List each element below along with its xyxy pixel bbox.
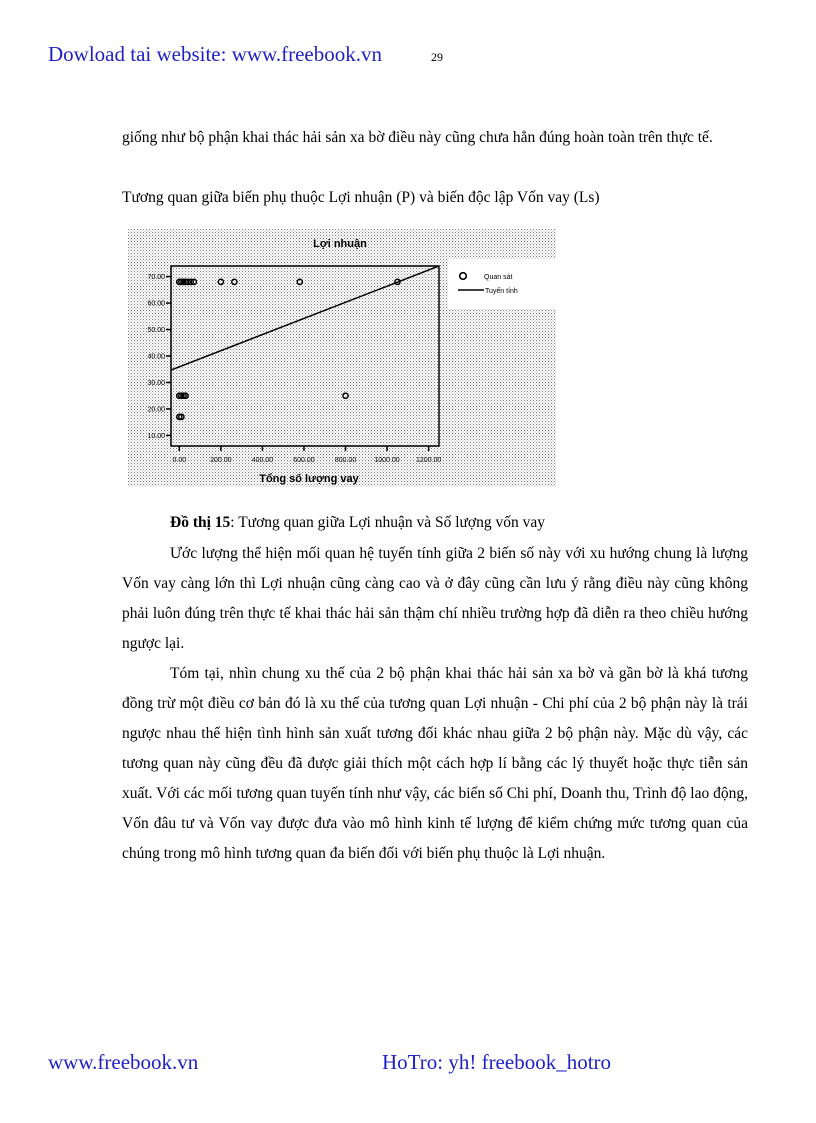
figure-caption xyxy=(170,514,545,532)
x-tick-label: 800.00 xyxy=(334,457,357,464)
y-tick-label: 30.00 xyxy=(147,379,165,387)
x-tick-label: 1200.00 xyxy=(415,457,442,464)
paragraph-2: Tương quan giữa biến phụ thuộc Lợi nhuận (P) và biến độc lập Vốn vay (Ls) xyxy=(122,189,600,206)
x-tick-label: 1000.00 xyxy=(374,457,400,464)
x-axis-label: Tổng số lượng vay xyxy=(259,473,359,485)
legend-label-line: Tuyến tính xyxy=(485,288,518,295)
scatter-chart xyxy=(128,229,556,487)
paragraph-3: Ước lượng thể hiện mối quan hệ tuyến tính giữa 2 biến số này với xu hướng chung là lượng Vốn vay càng lớn thì Lợi nhuận cũng càng cao và ở đây cũng cần lưu ý rằng điều này cũng không phải luôn đúng trên thực tế khai thác hải sản thậm chí nhiều trường hợp đã diễn ra theo chiều hướng ngược lại. xyxy=(122,545,748,652)
y-tick-label: 50.00 xyxy=(147,327,165,335)
x-tick-label: 400.00 xyxy=(251,457,274,464)
x-tick-label: 200.00 xyxy=(210,457,232,464)
paragraph-4: Tóm tại, nhìn chung xu thế của 2 bộ phận khai thác hải sản xa bờ và gần bờ là khá tương đồng trừ một điều cơ bản đó là xu thế của tương quan Lợi nhuận - Chi phí của 2 bộ phận này là trái ngược nhau thể hiện tình hình sản xuất tương đối khác nhau giữa 2 bộ phận này. Mặc dù vậy, các tương quan này cũng đều đã được giải thích một cách hợp lí bằng các lý thuyết hoặc thực tiễn sản xuất. Với các mối tương quan tuyến tính như vậy, các biến số Chi phí, Doanh thu, Trình độ lao động, Vốn đâu tư và Vốn vay được đưa vào mô hình kinh tế lượng để kiểm chứng mức tương quan của chúng trong mô hình tương quan đa biến đối với biến phụ thuộc là Lợi nhuận. xyxy=(122,665,748,862)
y-tick-label: 70.00 xyxy=(147,274,165,282)
header-site-link[interactable]: Dowload tai website: www.freebook.vn xyxy=(48,42,382,66)
x-tick-label: 600.00 xyxy=(293,457,315,464)
y-tick-label: 60.00 xyxy=(147,300,165,308)
chart-title: Lợi nhuận xyxy=(313,238,367,250)
legend-label-points: Quan sát xyxy=(484,274,513,281)
x-tick-label: 0.00 xyxy=(172,457,187,464)
caption-label: Đồ thị 15 xyxy=(170,514,231,531)
y-tick-label: 20.00 xyxy=(147,406,165,414)
paragraph-1: giống như bộ phận khai thác hải sản xa bờ điều này cũng chưa hẳn đúng hoàn toàn trên thực tế. xyxy=(122,129,713,146)
y-tick-label: 10.00 xyxy=(147,432,165,440)
plot-area xyxy=(171,266,439,446)
footer-support-text[interactable]: HoTro: yh! freebook_hotro xyxy=(382,1050,612,1074)
y-tick-label: 40.00 xyxy=(147,353,165,361)
footer-site-link[interactable]: www.freebook.vn xyxy=(48,1050,199,1074)
legend xyxy=(448,259,556,309)
caption-text: : Tương quan giữa Lợi nhuận và Số lượng vốn vay xyxy=(230,514,545,531)
page-number: 29 xyxy=(431,50,443,64)
